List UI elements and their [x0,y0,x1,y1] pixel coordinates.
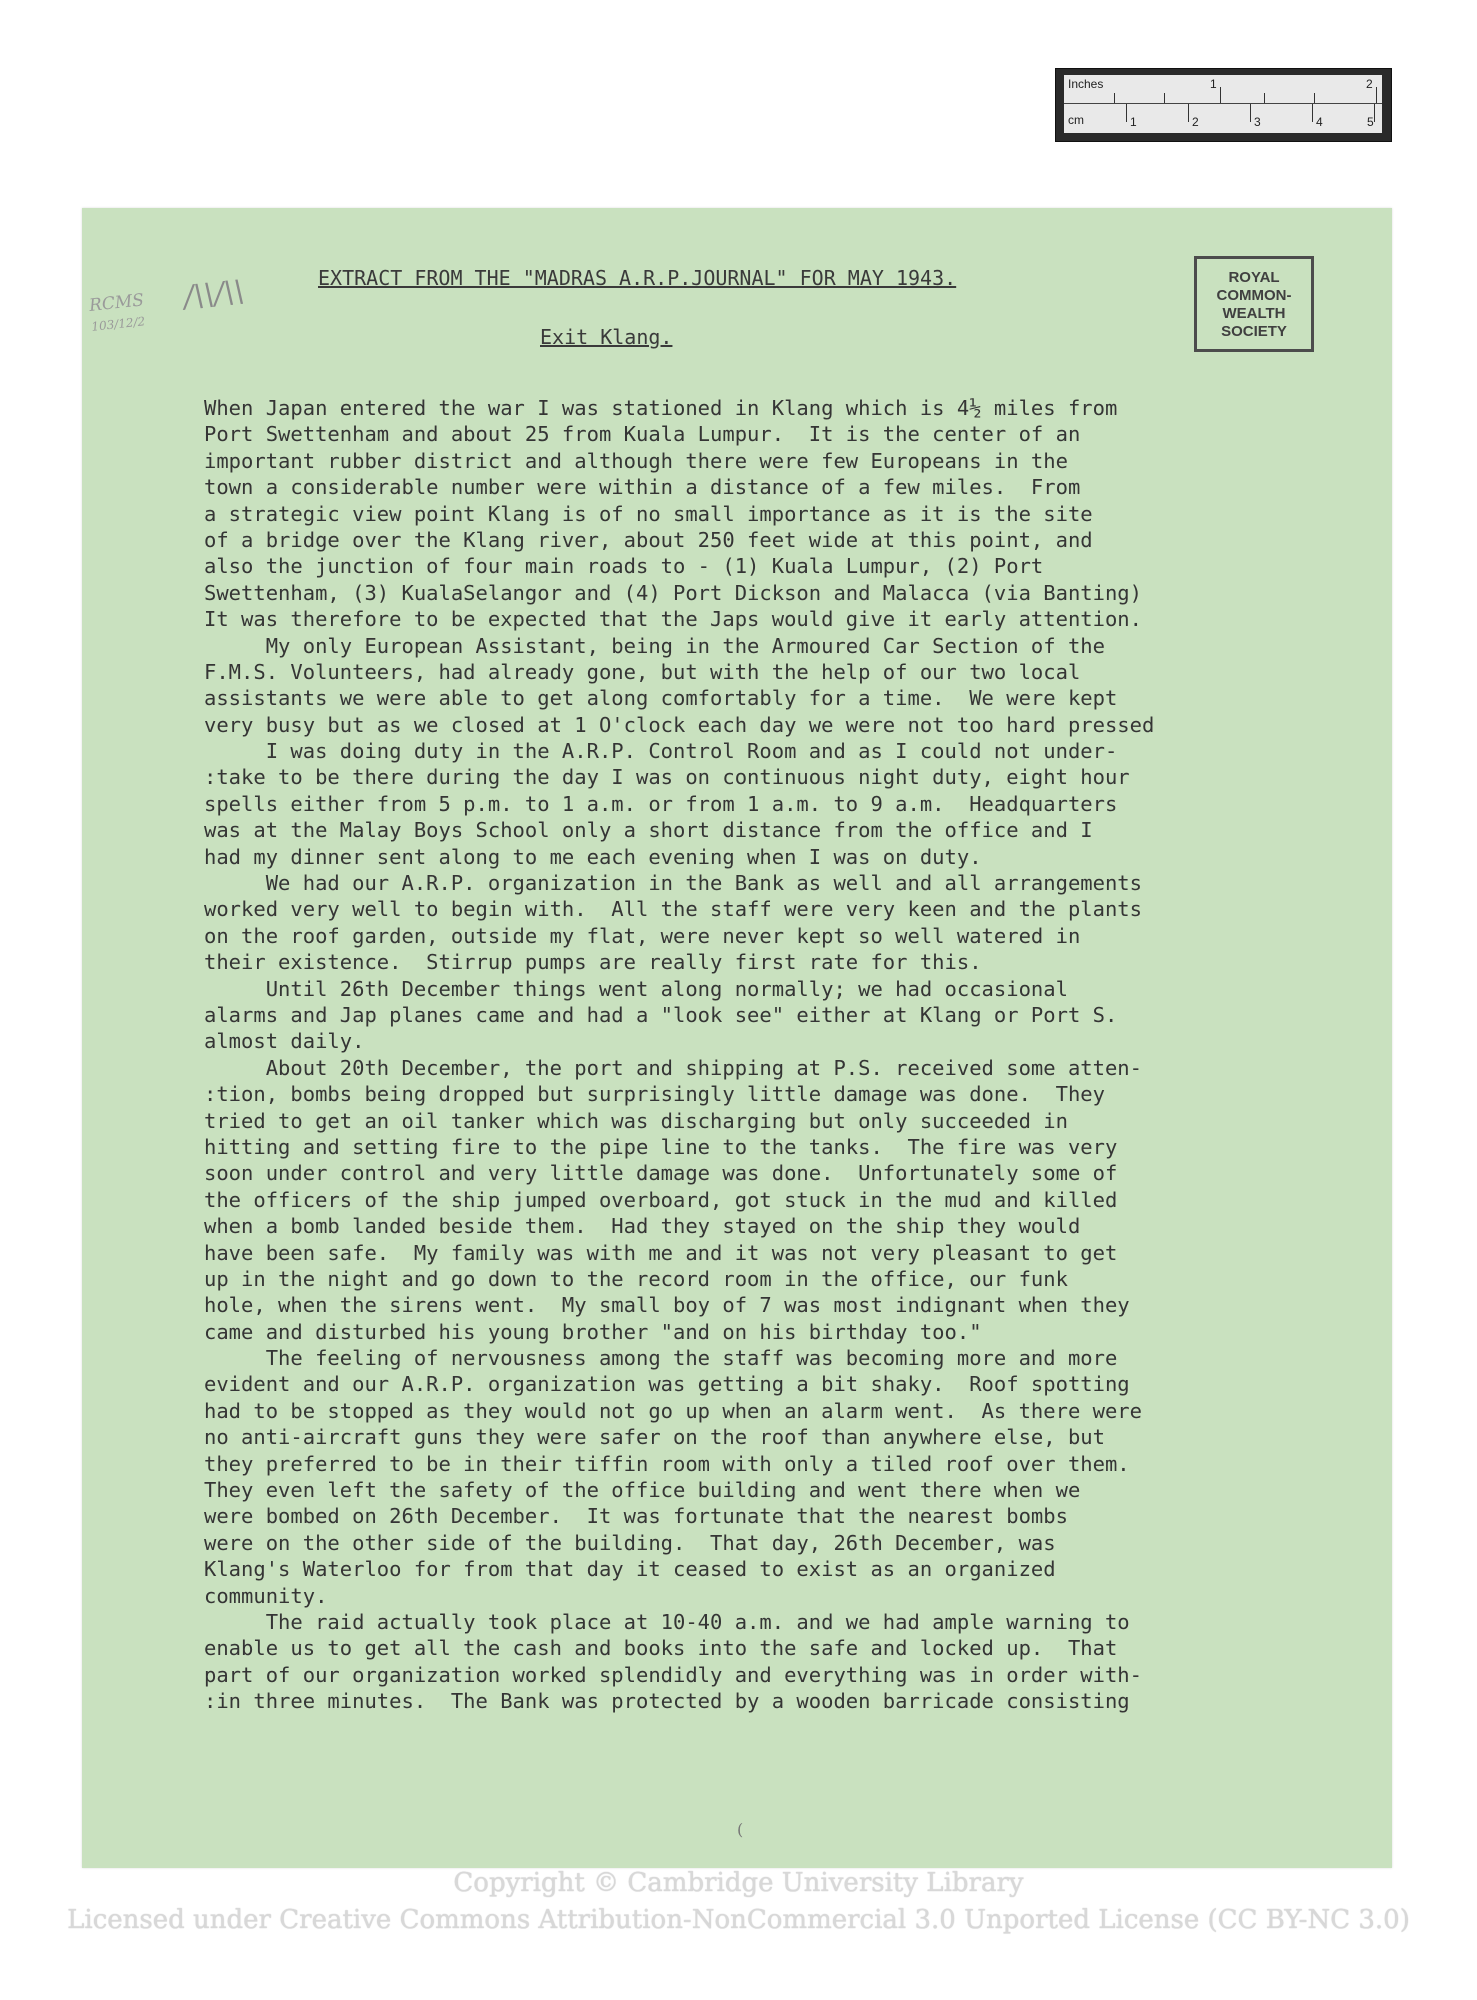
stamp-line: COMMON- [1216,287,1292,304]
ruler-cm-tick-label: 5 [1367,115,1374,129]
document-subtitle: Exit Klang. [540,325,673,349]
text-line: tried to get an oil tanker which was discharging but only succeeded in [204,1108,1068,1133]
text-line: hitting and setting fire to the pipe line to the tanks. The fire was very [204,1134,1118,1159]
text-line: Until 26th December things went along normally; we had occasional [204,976,1068,1001]
text-line: It was therefore to be expected that the Japs would give it early attention. [204,607,1142,632]
text-line: had my dinner sent along to me each evening when I was on duty. [204,844,982,869]
text-line: a strategic view point Klang is of no small importance as it is the site [204,501,1093,526]
text-line: they preferred to be in their tiffin room with only a tiled roof over them. [204,1451,1130,1476]
ruler-tick [1312,104,1313,122]
text-line: enable us to get all the cash and books into the safe and locked up. That [204,1636,1118,1661]
text-line: of a bridge over the Klang river, about 250 feet wide at this point, and [204,527,1093,552]
ruler-tick [1188,104,1189,122]
text-line: town a considerable number were within a distance of a few miles. From [204,475,1081,500]
text-line: the officers of the ship jumped overboard, got stuck in the mud and killed [204,1187,1118,1212]
text-line: They even left the safety of the office building and went there when we [204,1478,1081,1503]
text-line: About 20th December, the port and shipping at P.S. received some atten- [204,1055,1142,1080]
ruler-inches-label: Inches [1068,77,1104,91]
text-line: was at the Malay Boys School only a short distance from the office and I [204,818,1093,843]
text-line: had to be stopped as they would not go up when an alarm went. As there were [204,1398,1142,1423]
ruler-inch-tick-label: 2 [1366,77,1373,91]
stamp-line: WEALTH [1222,305,1286,322]
text-line: hole, when the sirens went. My small boy of 7 was most indignant when they [204,1293,1130,1318]
archive-ref-line: RCMS [88,290,145,316]
text-line: Swettenham, (3) KualaSelangor and (4) Port Dickson and Malacca (via Banting) [204,580,1142,605]
archive-reference-mark [88,273,247,375]
text-line: I was doing duty in the A.R.P. Control Room and as I could not under- [204,739,1118,764]
text-line: Port Swettenham and about 25 from Kuala Lumpur. It is the center of an [204,422,1081,447]
text-line: :in three minutes. The Bank was protected by a wooden barricade consisting [204,1689,1130,1714]
ruler-strip [1064,75,1382,133]
text-line: We had our A.R.P. organization in the Bank as well and all arrangements [204,871,1142,896]
text-line: have been safe. My family was with me and it was not very pleasant to get [204,1240,1118,1265]
ruler-inch-tick-label: 1 [1210,77,1217,91]
text-line: no anti-aircraft guns they were safer on the roof than anywhere else, but [204,1425,1105,1450]
text-line: alarms and Jap planes came and had a "look see" either at Klang or Port S. [204,1002,1118,1027]
text-line: important rubber district and although there were few Europeans in the [204,448,1068,473]
text-line: F.M.S. Volunteers, had already gone, but with the help of our two local [204,659,1081,684]
ruler-tick [1374,104,1375,122]
text-line: were bombed on 26th December. It was fortunate that the nearest bombs [204,1504,1068,1529]
ruler-tick [1164,93,1165,103]
text-line: were on the other side of the building. That day, 26th December, was [204,1530,1056,1555]
ruler-cm-tick-label: 1 [1130,115,1137,129]
pencil-scribble: /\\/\\ [182,273,247,315]
text-line: also the junction of four main roads to - (1) Kuala Lumpur, (2) Port [204,554,1044,579]
ruler-tick [1314,93,1315,103]
document-title: EXTRACT FROM THE "MADRAS A.R.P.JOURNAL" FOR MAY 1943. [318,266,957,290]
text-line: :tion, bombs being dropped but surprisingly little damage was done. They [204,1082,1105,1107]
text-line: up in the night and go down to the record room in the office, our funk [204,1266,1068,1291]
text-line: evident and our A.R.P. organization was getting a bit shaky. Roof spotting [204,1372,1130,1397]
ruler-divider [1064,103,1382,104]
text-line: spells either from 5 p.m. to 1 a.m. or from 1 a.m. to 9 a.m. Headquarters [204,791,1118,816]
text-line: The feeling of nervousness among the staff was becoming more and more [204,1346,1118,1371]
text-line: almost daily. [204,1029,365,1054]
ruler-tick [1376,87,1377,103]
ruler-cm-label: cm [1068,113,1084,127]
text-line: :take to be there during the day I was on continuous night duty, eight hour [204,765,1130,790]
text-line: very busy but as we closed at 1 O'clock each day we were not too hard pressed [204,712,1155,737]
ruler-tick [1250,104,1251,122]
royal-commonwealth-society-stamp [1194,256,1314,352]
ruler-tick [1264,93,1265,103]
text-line: when a bomb landed beside them. Had they stayed on the ship they would [204,1214,1081,1239]
copyright-notice: Copyright © Cambridge University Library [453,1868,1024,1898]
text-line: When Japan entered the war I was stationed in Klang which is 4½ miles from [204,396,1118,420]
ruler-cm-tick-label: 2 [1192,115,1199,129]
typed-body-text [204,395,1374,1715]
text-line: The raid actually took place at 10-40 a.m. and we had ample warning to [204,1609,1130,1634]
text-line: on the roof garden, outside my flat, were never kept so well watered in [204,923,1081,948]
scale-ruler [1055,68,1392,142]
text-line: worked very well to begin with. All the staff were very keen and the plants [204,897,1142,922]
text-line: My only European Assistant, being in the Armoured Car Section of the [204,633,1105,658]
ruler-tick [1126,104,1127,122]
page-mark: ( [737,1820,744,1839]
ruler-cm-tick-label: 4 [1316,115,1323,129]
ruler-cm-tick-label: 3 [1254,115,1261,129]
ruler-tick [1114,93,1115,103]
license-notice: Licensed under Creative Commons Attribution-NonCommercial 3.0 Unported License (CC BY-NC 3.0) [67,1905,1410,1935]
text-line: came and disturbed his young brother "and on his birthday too." [204,1319,982,1344]
text-line: Klang's Waterloo for from that day it ceased to exist as an organized [204,1557,1056,1582]
document-page [82,208,1392,1868]
text-line: soon under control and very little damage was done. Unfortunately some of [204,1161,1118,1186]
text-line: their existence. Stirrup pumps are really first rate for this. [204,950,982,975]
text-line: assistants we were able to get along comfortably for a time. We were kept [204,686,1118,711]
text-line: community. [204,1583,328,1608]
stamp-line: ROYAL [1228,269,1280,286]
text-line: part of our organization worked splendidly and everything was in order with- [204,1662,1142,1687]
ruler-tick [1220,87,1221,103]
archive-ref-line: 103/12/2 [90,314,146,334]
stamp-line: SOCIETY [1221,323,1287,340]
